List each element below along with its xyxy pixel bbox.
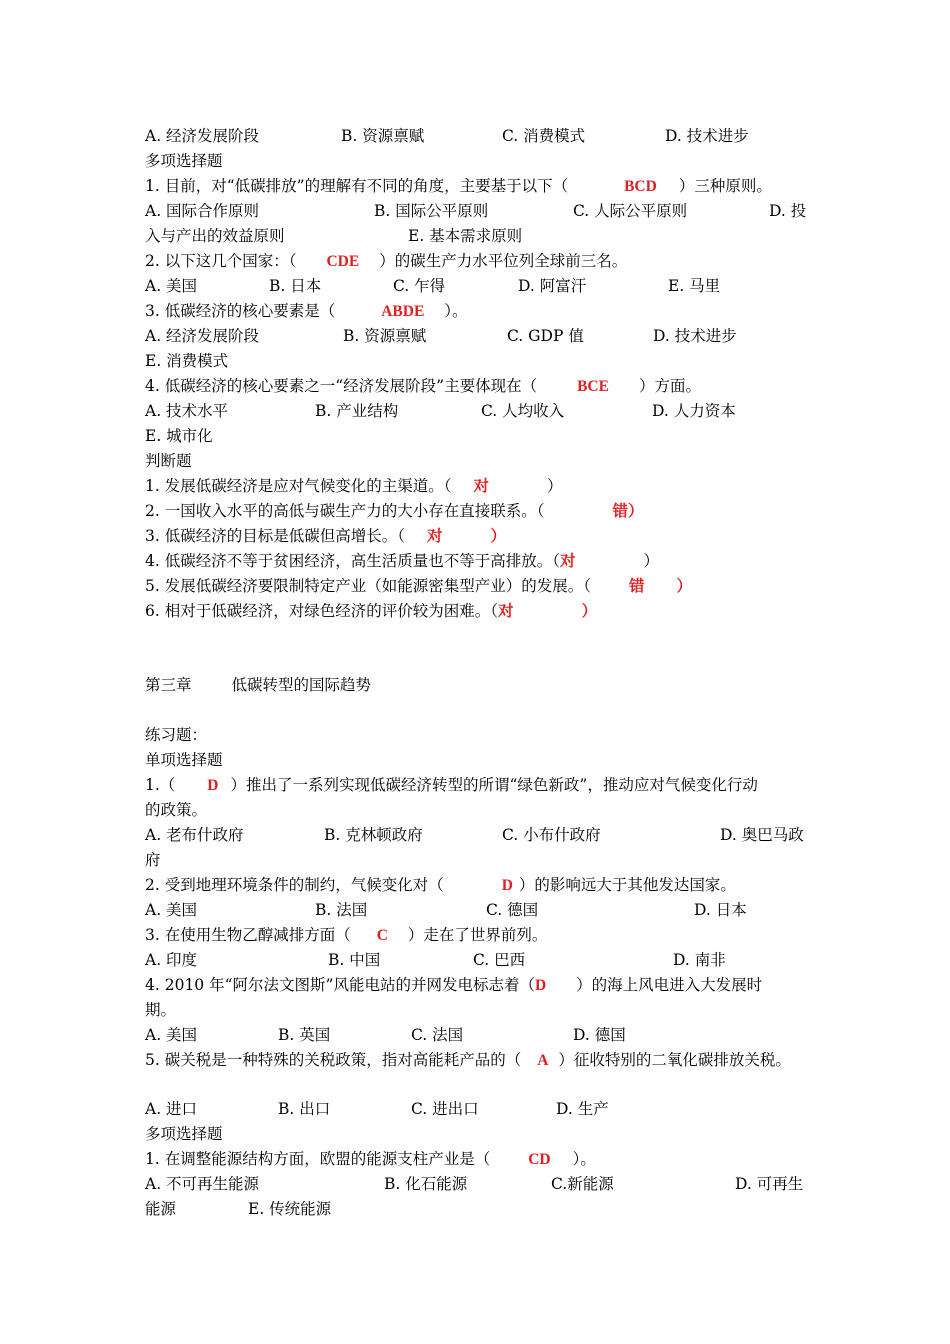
section-heading: 判断题 xyxy=(145,452,192,470)
answer: 错） xyxy=(612,503,644,520)
option: 能源 xyxy=(145,1200,177,1218)
question xyxy=(145,176,772,197)
answer: A xyxy=(537,1052,549,1069)
answer: D xyxy=(207,777,219,794)
answer: 对 xyxy=(497,603,514,620)
option: A. 经济发展阶段 xyxy=(145,127,260,145)
question-text: 3. 在使用生物乙醇减排方面（ xyxy=(145,926,351,944)
question-text: 3. 低碳经济的目标是低碳但高增长。（ xyxy=(145,527,405,545)
question-text: 4. 低碳经济不等于贫困经济，高生活质量也不等于高排放。（ xyxy=(145,552,560,570)
answer: C xyxy=(376,927,388,944)
question-text: 1. 发展低碳经济是应对气候变化的主渠道。（ xyxy=(145,477,452,495)
question-text: ）征收特别的二氧化碳排放关税。 xyxy=(558,1051,791,1069)
question-text: 5. 碳关税是一种特殊的关税政策，指对高能耗产品的（ xyxy=(145,1051,522,1069)
question xyxy=(145,1149,596,1170)
option: C. 人际公平原则 xyxy=(573,202,688,220)
option: C. 乍得 xyxy=(393,277,446,295)
option-continuation: 府 xyxy=(145,851,161,869)
answer: BCD xyxy=(624,178,657,195)
question-text: 1.（ xyxy=(145,776,176,794)
option: D. 人力资本 xyxy=(652,402,736,420)
chapter-title: 低碳转型的国际趋势 xyxy=(231,676,372,694)
option: A. 不可再生能源 xyxy=(145,1175,260,1193)
question-text: 4. 2010 年“阿尔法文图斯”风能电站的并网发电标志着（ xyxy=(145,976,535,994)
answer: D xyxy=(501,877,513,894)
option: D. 南非 xyxy=(673,951,726,969)
option: B. 资源禀赋 xyxy=(343,327,427,345)
option: A. 印度 xyxy=(145,951,198,969)
question-text: ）。 xyxy=(572,1150,596,1168)
question-text: ）推出了一系列实现低碳经济转型的所谓“绿色新政”，推动应对气候变化行动 xyxy=(230,776,758,794)
question-text: ）的碳生产力水平位列全球前三名。 xyxy=(379,252,628,270)
question xyxy=(145,925,547,946)
option: A. 美国 xyxy=(145,277,198,295)
tf-question xyxy=(145,526,506,547)
option: C. 法国 xyxy=(411,1026,464,1044)
tf-question xyxy=(145,601,597,622)
answer: 对 xyxy=(559,553,576,570)
question-text: 1. 在调整能源结构方面，欧盟的能源支柱产业是（ xyxy=(145,1150,491,1168)
question-text: ）走在了世界前列。 xyxy=(407,926,548,944)
option: C. 巴西 xyxy=(473,951,526,969)
question-text: ）。 xyxy=(444,302,468,320)
option: C. GDP 值 xyxy=(507,327,584,345)
option: D. 生产 xyxy=(556,1100,609,1118)
question-text: 2. 受到地理环境条件的制约，气候变化对（ xyxy=(145,876,444,894)
question xyxy=(145,301,468,322)
question-text: ） xyxy=(643,552,659,570)
answer: CDE xyxy=(326,253,360,270)
question-continuation: 期。 xyxy=(145,1001,177,1019)
option: A. 经济发展阶段 xyxy=(145,327,260,345)
section-heading: 单项选择题 xyxy=(145,751,223,769)
option: D. 技术进步 xyxy=(665,127,749,145)
question xyxy=(145,251,627,272)
answer: BCE xyxy=(577,378,609,395)
option: D. 阿富汗 xyxy=(518,277,587,295)
option: D. 奥巴马政 xyxy=(720,826,804,844)
answer: 对 xyxy=(426,528,443,545)
question-text: ）的海上风电进入大发展时 xyxy=(576,976,763,994)
chapter-heading xyxy=(145,675,371,695)
answer: 对 xyxy=(473,478,489,495)
question-continuation: 的政策。 xyxy=(145,801,208,819)
option: C. 人均收入 xyxy=(481,402,565,420)
question-text: ）的影响远大于其他发达国家。 xyxy=(518,876,736,894)
option: C. 进出口 xyxy=(411,1100,479,1118)
option: D. 德国 xyxy=(573,1026,626,1044)
question xyxy=(145,775,758,796)
question-text: 2. 以下这几个国家：（ xyxy=(145,252,297,270)
option: E. 消费模式 xyxy=(145,352,229,370)
option: A. 老布什政府 xyxy=(145,826,244,844)
option: E. 基本需求原则 xyxy=(408,227,523,245)
tf-question xyxy=(145,551,659,572)
option: C. 德国 xyxy=(486,901,539,919)
answer: CD xyxy=(528,1151,551,1168)
option: C. 消费模式 xyxy=(502,127,586,145)
question-text: ）方面。 xyxy=(638,377,701,395)
option: E. 城市化 xyxy=(145,427,213,445)
option: C.新能源 xyxy=(551,1175,614,1193)
option: B. 法国 xyxy=(315,901,368,919)
question xyxy=(145,376,701,397)
question-text: 3. 低碳经济的核心要素是（ xyxy=(145,302,336,320)
question xyxy=(145,1050,791,1071)
option: B. 英国 xyxy=(278,1026,331,1044)
option: 入与产出的效益原则 xyxy=(145,227,285,245)
option: B. 日本 xyxy=(269,277,322,295)
option: D. 日本 xyxy=(694,901,747,919)
question-text: ） xyxy=(581,603,597,620)
option: B. 资源禀赋 xyxy=(341,127,425,145)
option: B. 产业结构 xyxy=(315,402,399,420)
question-text: 5. 发展低碳经济要限制特定产业（如能源密集型产业）的发展。（ xyxy=(145,577,591,595)
section-heading: 多项选择题 xyxy=(145,152,223,170)
tf-question xyxy=(145,501,643,522)
question-text: ） xyxy=(676,578,692,595)
chapter-number: 第三章 xyxy=(145,676,192,694)
question-text: 2. 一国收入水平的高低与碳生产力的大小存在直接联系。（ xyxy=(145,502,545,520)
section-heading: 多项选择题 xyxy=(145,1125,223,1143)
exercise-label: 练习题： xyxy=(145,726,208,744)
option: E. 传统能源 xyxy=(248,1200,332,1218)
option: A. 进口 xyxy=(145,1100,198,1118)
option: A. 美国 xyxy=(145,901,198,919)
option: D. 投 xyxy=(769,202,807,220)
option: B. 国际公平原则 xyxy=(374,202,489,220)
question-text: 6. 相对于低碳经济，对绿色经济的评价较为困难。（ xyxy=(145,602,498,620)
answer: 错 xyxy=(628,578,645,595)
question-text: ） xyxy=(490,528,506,545)
option: B. 克林顿政府 xyxy=(324,826,423,844)
question xyxy=(145,975,762,996)
question-text: 1. 目前，对“低碳排放”的理解有不同的角度，主要基于以下（ xyxy=(145,177,569,195)
option: A. 美国 xyxy=(145,1026,198,1044)
answer: ABDE xyxy=(381,303,425,320)
option: D. 技术进步 xyxy=(653,327,737,345)
option: A. 技术水平 xyxy=(145,402,229,420)
option: B. 出口 xyxy=(278,1100,331,1118)
tf-question xyxy=(145,476,563,497)
answer: D xyxy=(534,977,547,994)
question xyxy=(145,875,736,896)
option: A. 国际合作原则 xyxy=(145,202,260,220)
question-text: ） xyxy=(546,477,563,495)
option: C. 小布什政府 xyxy=(502,826,601,844)
option: B. 中国 xyxy=(328,951,381,969)
question-text: ）三种原则。 xyxy=(678,177,772,195)
tf-question xyxy=(145,576,692,597)
option: E. 马里 xyxy=(668,277,721,295)
option: D. 可再生 xyxy=(735,1175,804,1193)
option: B. 化石能源 xyxy=(384,1175,468,1193)
question-text: 4. 低碳经济的核心要素之一“经济发展阶段”主要体现在（ xyxy=(145,377,538,395)
